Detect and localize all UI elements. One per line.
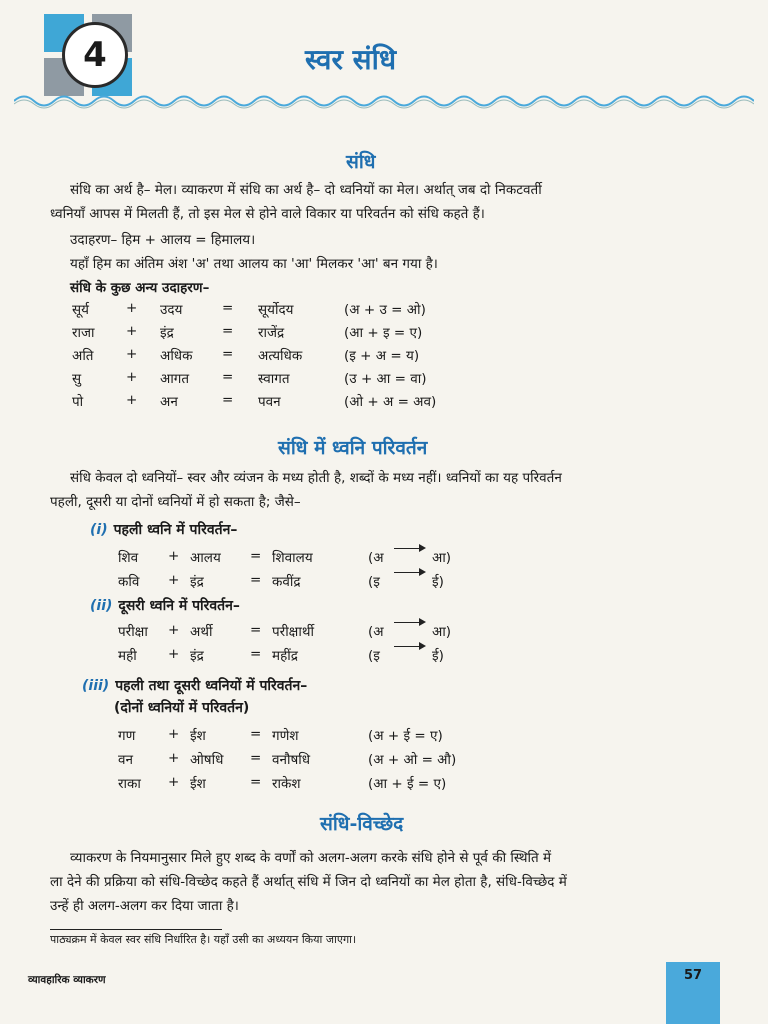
example-row <box>0 300 768 322</box>
result-word: पवन <box>258 394 281 410</box>
plus-sign: + <box>126 300 138 316</box>
result-word: वनौषधि <box>272 752 311 768</box>
word-2: ईश <box>190 776 206 792</box>
result-word: महींद्र <box>272 648 298 664</box>
equals-sign: = <box>250 622 262 638</box>
plus-sign: + <box>126 369 138 385</box>
rule-text: (इ + अ = य) <box>344 348 420 364</box>
word-1: परीक्षा <box>118 624 148 640</box>
rule-to: आ) <box>432 624 452 640</box>
group-number: (ii) <box>90 598 113 614</box>
example-row <box>0 726 768 748</box>
plus-sign: + <box>168 646 180 662</box>
result-word: शिवालय <box>272 550 313 566</box>
equals-sign: = <box>250 726 262 742</box>
equals-sign: = <box>222 346 234 362</box>
word-1: कवि <box>118 574 140 590</box>
rule-text: (ओ + अ = अव) <box>344 394 437 410</box>
word-1: वन <box>118 752 133 768</box>
footnote-rule <box>50 929 222 930</box>
result-word: कवींद्र <box>272 574 301 590</box>
word-2: आगत <box>160 371 190 387</box>
page-number: 57 <box>666 962 720 1024</box>
rule-text: (अ + ई = ए) <box>368 728 443 744</box>
word-2: इंद्र <box>160 325 174 341</box>
para-line: उन्हें ही अलग-अलग कर दिया जाता है। <box>50 898 239 914</box>
word-2: इंद्र <box>190 648 204 664</box>
chapter-title: स्वर संधि <box>305 43 397 76</box>
example-row <box>0 323 768 345</box>
example-row <box>0 392 768 414</box>
word-1: राजा <box>72 325 95 341</box>
example-row <box>0 750 768 772</box>
equals-sign: = <box>250 548 262 564</box>
chapter-badge <box>44 14 134 96</box>
example-row <box>0 369 768 391</box>
para-line: संधि का अर्थ है– मेल। व्याकरण में संधि का अर्थ है– दो ध्वनियों का मेल। अर्थात् जब दो निकटवर्ती <box>70 182 542 198</box>
example-row <box>0 646 768 668</box>
result-word: राकेश <box>272 776 301 792</box>
group-label <box>90 520 237 539</box>
word-2: आलय <box>190 550 221 566</box>
word-2: अर्थी <box>190 624 213 640</box>
para-line: पहली, दूसरी या दोनों ध्वनियों में हो सकता है; जैसे– <box>50 494 301 510</box>
word-1: अति <box>72 348 94 364</box>
plus-sign: + <box>168 774 180 790</box>
result-word: राजेंद्र <box>258 325 285 341</box>
rule-text: (अ + उ = ओ) <box>344 302 426 318</box>
rule-text: (आ + ई = ए) <box>368 776 447 792</box>
result-word: स्वागत <box>258 371 290 387</box>
rule-to: ई) <box>432 648 444 664</box>
rule-to: ई) <box>432 574 444 590</box>
word-2: ईश <box>190 728 206 744</box>
para-line: संधि केवल दो ध्वनियों– स्वर और व्यंजन के मध्य होती है, शब्दों के मध्य नहीं। ध्वनियों का यह परिवर्तन <box>70 470 562 486</box>
explain-line: यहाँ हिम का अंतिम अंश 'अ' तथा आलय का 'आ' मिलकर 'आ' बन गया है। <box>70 256 438 272</box>
rule-from: (इ <box>368 574 380 590</box>
arrow-icon <box>394 622 424 623</box>
example-line: उदाहरण– हिम + आलय = हिमालय। <box>70 232 256 248</box>
word-2: इंद्र <box>190 574 204 590</box>
group-label-text: पहली तथा दूसरी ध्वनियों में परिवर्तन– <box>115 678 308 694</box>
plus-sign: + <box>126 323 138 339</box>
equals-sign: = <box>222 323 234 339</box>
word-2: उदय <box>160 302 183 318</box>
plus-sign: + <box>126 392 138 408</box>
example-row <box>0 346 768 368</box>
equals-sign: = <box>222 300 234 316</box>
group-sublabel: (दोनों ध्वनियों में परिवर्तन) <box>114 700 250 716</box>
rule-from: (अ <box>368 624 384 640</box>
wave-divider <box>14 92 754 110</box>
rule-text: (अ + ओ = औ) <box>368 752 457 768</box>
other-examples-heading: संधि के कुछ अन्य उदाहरण– <box>70 280 210 296</box>
word-1: गण <box>118 728 136 744</box>
equals-sign: = <box>222 392 234 408</box>
result-word: अत्यधिक <box>258 348 303 364</box>
word-1: राका <box>118 776 141 792</box>
para-line: ध्वनियाँ आपस में मिलती हैं, तो इस मेल से होने वाले विकार या परिवर्तन को संधि कहते हैं। <box>50 206 485 222</box>
plus-sign: + <box>126 346 138 362</box>
equals-sign: = <box>250 750 262 766</box>
word-2: अन <box>160 394 178 410</box>
example-row <box>0 572 768 594</box>
group-label-text: पहली ध्वनि में परिवर्तन– <box>113 522 238 538</box>
rule-to: आ) <box>432 550 452 566</box>
group-label <box>82 676 307 695</box>
rule-from: (अ <box>368 550 384 566</box>
equals-sign: = <box>250 646 262 662</box>
footnote: पाठ्यक्रम में केवल स्वर संधि निर्धारित है। यहाँ उसी का अध्ययन किया जाएगा। <box>50 933 357 946</box>
rule-text: (आ + इ = ए) <box>344 325 423 341</box>
plus-sign: + <box>168 726 180 742</box>
rule-text: (उ + आ = वा) <box>344 371 427 387</box>
plus-sign: + <box>168 622 180 638</box>
group-number: (iii) <box>82 678 110 694</box>
book-name: व्यावहारिक व्याकरण <box>28 974 106 986</box>
plus-sign: + <box>168 750 180 766</box>
chapter-number: 4 <box>62 22 128 88</box>
word-1: सूर्य <box>72 302 89 318</box>
word-1: मही <box>118 648 137 664</box>
plus-sign: + <box>168 572 180 588</box>
equals-sign: = <box>222 369 234 385</box>
para-line: ला देने की प्रक्रिया को संधि-विच्छेद कहते हैं अर्थात् संधि में जिन दो ध्वनियों का मेल होता है, संधि-विच्छेद में <box>50 874 567 890</box>
arrow-icon <box>394 572 424 573</box>
group-label-text: दूसरी ध्वनि में परिवर्तन– <box>118 598 240 614</box>
equals-sign: = <box>250 572 262 588</box>
group-label <box>90 596 240 615</box>
result-word: परीक्षार्थी <box>272 624 314 640</box>
heading-dhvani-parivartan: संधि में ध्वनि परिवर्तन <box>278 437 428 459</box>
word-1: शिव <box>118 550 139 566</box>
plus-sign: + <box>168 548 180 564</box>
example-row <box>0 774 768 796</box>
word-2: अधिक <box>160 348 193 364</box>
para-line: व्याकरण के नियमानुसार मिले हुए शब्द के वर्णों को अलग-अलग करके संधि होने से पूर्व की स्थिति में <box>70 850 552 866</box>
example-row <box>0 548 768 570</box>
arrow-icon <box>394 646 424 647</box>
equals-sign: = <box>250 774 262 790</box>
group-number: (i) <box>90 522 108 538</box>
word-1: सु <box>72 371 82 387</box>
word-2: ओषधि <box>190 752 224 768</box>
result-word: गणेश <box>272 728 299 744</box>
example-row <box>0 622 768 644</box>
arrow-icon <box>394 548 424 549</box>
rule-from: (इ <box>368 648 380 664</box>
heading-sandhi-vichchhed: संधि-विच्छेद <box>320 813 404 835</box>
result-word: सूर्योदय <box>258 302 294 318</box>
word-1: पो <box>72 394 84 410</box>
heading-sandhi: संधि <box>346 151 376 173</box>
